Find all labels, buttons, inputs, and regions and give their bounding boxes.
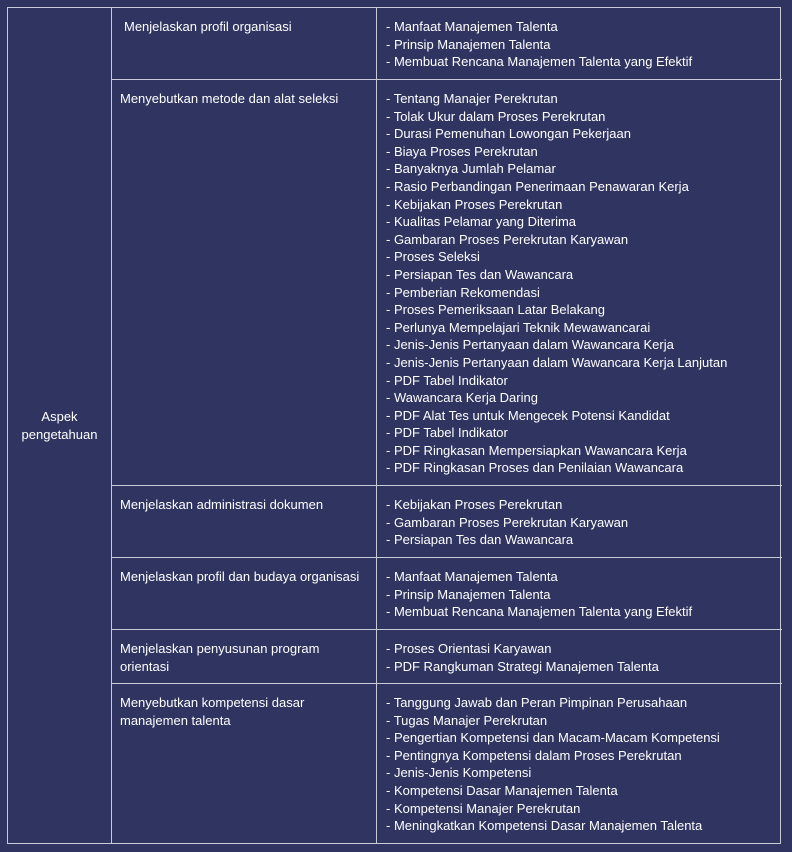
list-item: - Tugas Manajer Perekrutan [386, 712, 548, 728]
list-item: - Proses Pemeriksaan Latar Belakang [386, 302, 605, 318]
list-item: - Tolak Ukur dalam Proses Perekrutan [386, 108, 606, 124]
aspect-label: Aspek pengetahuan [21, 408, 98, 442]
list-item: - PDF Tabel Indikator [386, 425, 508, 441]
list-item: - Biaya Proses Perekrutan [386, 143, 538, 159]
topics-cell [377, 558, 782, 630]
list-item: - PDF Ringkasan Mempersiapkan Wawancara Kerja [386, 442, 687, 458]
list-item: - Membuat Rencana Manajemen Talenta yang Efektif [386, 604, 693, 620]
objective-text: Menjelaskan penyusunan program orientasi [120, 641, 320, 674]
topics-cell [377, 8, 782, 80]
objective-cell [112, 8, 377, 80]
list-item: - Tentang Manajer Perekrutan [386, 91, 558, 106]
list-item: - Jenis-Jenis Pertanyaan dalam Wawancara Kerja Lanjutan [386, 354, 728, 370]
list-item: - Pentingnya Kompetensi dalam Proses Perekrutan [386, 747, 682, 763]
list-item: - Durasi Pemenuhan Lowongan Pekerjaan [386, 126, 631, 142]
list-item: - PDF Ringkasan Proses dan Penilaian Wawancara [386, 460, 684, 476]
objective-cell [112, 558, 377, 630]
topics-cell [377, 684, 782, 843]
objective-cell [112, 684, 377, 843]
list-item: - Proses Seleksi [386, 249, 480, 265]
topics-cell [377, 630, 782, 684]
aspect-cell [8, 8, 112, 843]
list-item: - Jenis-Jenis Pertanyaan dalam Wawancara Kerja [386, 337, 674, 353]
list-item: - Tanggung Jawab dan Peran Pimpinan Perusahaan [386, 695, 688, 710]
objective-text: Menjelaskan administrasi dokumen [120, 497, 324, 512]
list-item: - Jenis-Jenis Kompetensi [386, 765, 532, 781]
list-item: - Proses Orientasi Karyawan [386, 641, 552, 656]
objective-cell [112, 80, 377, 486]
list-item: - Gambaran Proses Perekrutan Karyawan [386, 514, 629, 530]
objective-cell [112, 486, 377, 558]
list-item: - Pemberian Rekomendasi [386, 284, 540, 300]
list-item: - Kebijakan Proses Perekrutan [386, 196, 563, 212]
objective-text: Menyebutkan metode dan alat seleksi [120, 91, 339, 106]
topics-cell [377, 486, 782, 558]
list-item: - Pengertian Kompetensi dan Macam-Macam Kompetensi [386, 730, 720, 746]
list-item: - PDF Rangkuman Strategi Manajemen Talenta [386, 658, 659, 674]
list-item: - Kompetensi Dasar Manajemen Talenta [386, 782, 618, 798]
list-item: - PDF Alat Tes untuk Mengecek Potensi Kandidat [386, 407, 670, 423]
list-item: - Perlunya Mempelajari Teknik Mewawancarai [386, 319, 651, 335]
list-item: - Membuat Rencana Manajemen Talenta yang Efektif [386, 54, 693, 70]
objective-cell [112, 630, 377, 684]
list-item: - Manfaat Manajemen Talenta [386, 569, 558, 584]
topics-cell [377, 80, 782, 486]
objective-text: Menjelaskan profil organisasi [124, 19, 292, 34]
list-item: - Prinsip Manajemen Talenta [386, 586, 551, 602]
list-item: - Persiapan Tes dan Wawancara [386, 532, 574, 548]
list-item: - Persiapan Tes dan Wawancara [386, 266, 574, 282]
list-item: - Kompetensi Manajer Perekrutan [386, 800, 581, 816]
list-item: - Meningkatkan Kompetensi Dasar Manajemen Talenta [386, 818, 703, 834]
list-item: - Banyaknya Jumlah Pelamar [386, 161, 556, 177]
list-item: - Rasio Perbandingan Penerimaan Penawaran Kerja [386, 178, 689, 194]
objective-text: Menjelaskan profil dan budaya organisasi [120, 569, 360, 584]
list-item: - Manfaat Manajemen Talenta [386, 19, 558, 34]
objective-text: Menyebutkan kompetensi dasar manajemen talenta [120, 695, 305, 728]
list-item: - Prinsip Manajemen Talenta [386, 36, 551, 52]
curriculum-table [7, 7, 781, 844]
list-item: - Kualitas Pelamar yang Diterima [386, 214, 577, 230]
list-item: - PDF Tabel Indikator [386, 372, 508, 388]
list-item: - Gambaran Proses Perekrutan Karyawan [386, 231, 629, 247]
list-item: - Wawancara Kerja Daring [386, 390, 538, 406]
list-item: - Kebijakan Proses Perekrutan [386, 497, 563, 512]
